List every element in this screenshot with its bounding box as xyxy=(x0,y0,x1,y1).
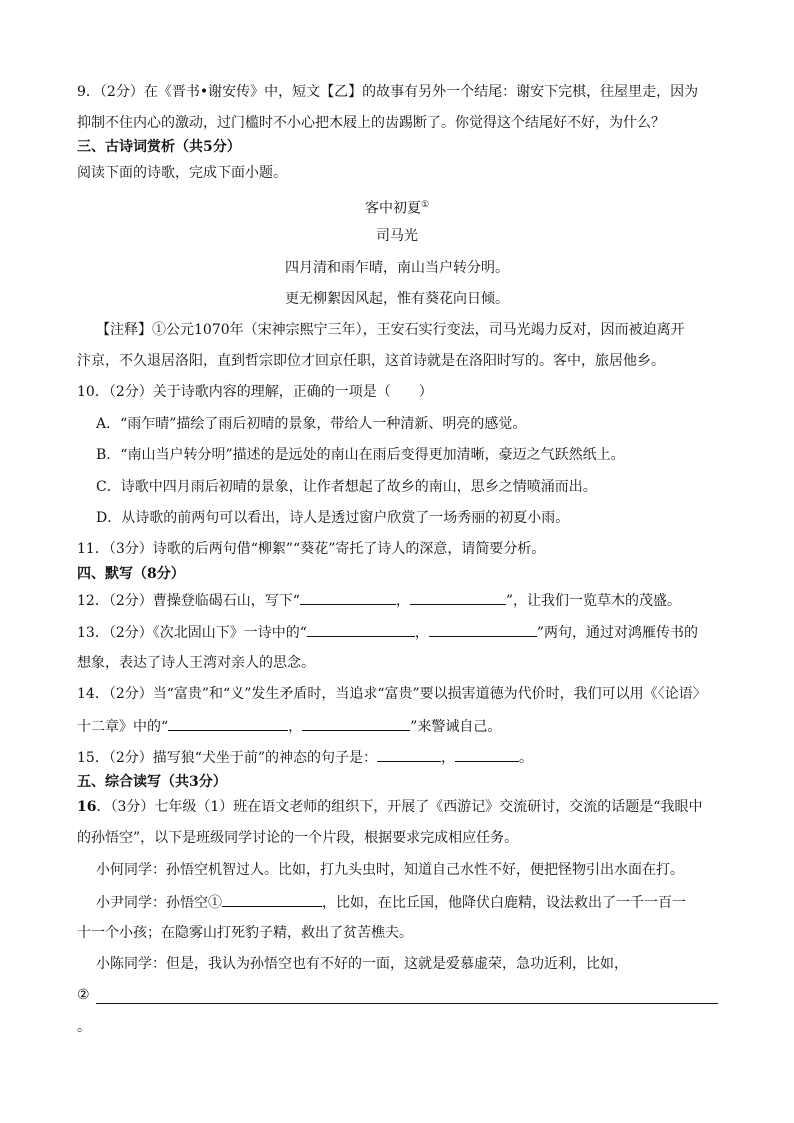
q13-pre: 13．（2分）《次北固山下》一诗中的“ xyxy=(77,625,307,641)
q15 xyxy=(77,747,533,768)
q13-post: ”两句，通过对鸿雁传书的 xyxy=(536,625,699,641)
poem-author: 司马光 xyxy=(376,228,418,244)
q14-pre: 十二章》中的“ xyxy=(77,719,169,735)
poem-note-line2: 汴京，不久退居洛阳，直到哲宗即位才回京任职，这首诗就是在洛阳时写的。客中，旅居他乡。 xyxy=(77,353,665,369)
poem-note-mark: ① xyxy=(420,200,430,210)
q9-line2: 抑制不住内心的激动，过门槛时不小心把木屐上的齿踢断了。你觉得这个结尾好不好，为什么？ xyxy=(77,115,665,131)
section-3-instruction: 阅读下面的诗歌，完成下面小题。 xyxy=(77,165,287,181)
q12 xyxy=(77,590,681,611)
q16-xiaoyin-post: ，比如，在比丘国，他降伏白鹿精，设法救出了一千一百一 xyxy=(322,895,686,911)
q16-number: 16 xyxy=(77,799,97,815)
q10-option-d: D．从诗歌的前两句可以看出，诗人是透过窗户欣赏了一场秀丽的初夏小雨。 xyxy=(96,510,570,526)
q11-stem: 11．（3分）诗歌的后两句借“柳絮”“葵花”寄托了诗人的深意，请简要分析。 xyxy=(77,541,546,557)
q12-pre: 12．（2分）曹操登临碣石山，写下“ xyxy=(77,593,300,609)
q15-blank-1[interactable] xyxy=(377,747,441,762)
q14-line1: 14．（2分）当“富贵”和“义”发生矛盾时，当追求“富贵”要以损害道德为代价时，我们可以用《〈论语〉 xyxy=(77,686,707,702)
q16-xiaoyin-line1 xyxy=(96,892,686,913)
section-5-title: 五、综合读写（共3分） xyxy=(77,774,227,790)
q16-blank-2[interactable] xyxy=(96,1003,718,1004)
q10-option-c: C．诗歌中四月雨后初晴的景象，让作者想起了故乡的南山，思乡之情喷涌而出。 xyxy=(96,479,597,495)
q14-line2 xyxy=(77,716,501,737)
q16-end-mark: 。 xyxy=(77,1019,91,1035)
q13-blank-1[interactable] xyxy=(307,622,415,637)
section-3-title: 三、古诗词赏析（共5分） xyxy=(77,139,241,155)
q14-blank-2[interactable] xyxy=(302,716,410,731)
q12-mid: ， xyxy=(395,593,410,609)
q10-option-b: B．“南山当户转分明”描述的是远处的南山在雨后变得更加清晰，豪迈之气跃然纸上。 xyxy=(96,447,625,463)
q13-mid: ， xyxy=(414,625,429,641)
q12-blank-1[interactable] xyxy=(300,590,396,605)
q15-post: 。 xyxy=(519,750,534,766)
q14-blank-1[interactable] xyxy=(168,716,288,731)
q15-mid: ， xyxy=(441,750,456,766)
q9-line1: 9．（2分）在《晋书•谢安传》中，短文【乙】的故事有另外一个结尾：谢安下完棋，往屋里走，因为 xyxy=(77,84,699,100)
poem-note-line1: 【注释】①公元1070年（宋神宗熙宁三年），王安石实行变法，司马光竭力反对，因而被迫离开 xyxy=(96,322,685,338)
q13-line2: 想象，表达了诗人王湾对亲人的思念。 xyxy=(77,655,315,671)
q15-blank-2[interactable] xyxy=(455,747,519,762)
q16-xiaoyin-pre: 小尹同学：孙悟空① xyxy=(96,895,222,911)
q16-xiaohe: 小何同学：孙悟空机智过人。比如，打九头虫时，知道自己水性不好，便把怪物引出水面在打。 xyxy=(96,862,684,878)
q13-line1 xyxy=(77,622,698,643)
q16-blank-1[interactable] xyxy=(222,892,322,907)
q13-blank-2[interactable] xyxy=(429,622,537,637)
q16-line1 xyxy=(77,797,702,817)
q12-blank-2[interactable] xyxy=(410,590,506,605)
poem-line-2: 更无柳絮因风起，惟有葵花向日倾。 xyxy=(285,291,509,307)
q16-xiaochen: 小陈同学：但是，我认为孙悟空也有不好的一面，这就是爱慕虚荣，急功近利，比如， xyxy=(96,956,628,972)
q14-post: ”来警诫自己。 xyxy=(410,719,502,735)
q10-stem: 10．（2分）关于诗歌内容的理解，正确的一项是（ ） xyxy=(77,384,433,400)
poem-title: 客中初夏 xyxy=(364,200,421,217)
q15-pre: 15．（2分）描写狼“犬坐于前”的神态的句子是： xyxy=(77,750,378,766)
q16-line1-text: ．（3分）七年级（1）班在语文老师的组织下，开展了《西游记》交流研讨，交流的话题是“我眼中 xyxy=(96,799,703,815)
q10-option-a: A．“雨乍晴”描绘了雨后初晴的景象，带给人一种清新、明亮的感觉。 xyxy=(96,416,527,432)
q14-mid: ， xyxy=(288,719,303,735)
q16-line2: 的孙悟空”，以下是班级同学讨论的一个片段，根据要求完成相应任务。 xyxy=(77,830,519,846)
q16-blank-2-mark: ② xyxy=(77,987,90,1003)
poem-title-line xyxy=(0,195,794,219)
poem-line-1: 四月清和雨乍晴，南山当户转分明。 xyxy=(285,260,509,276)
q16-xiaoyin-line2: 十一个小孩；在隐雾山打死豹子精，救出了贫苦樵夫。 xyxy=(77,925,413,941)
q12-post: ”，让我们一览草木的茂盛。 xyxy=(505,593,682,609)
section-4-title: 四、默写（8分） xyxy=(77,566,185,582)
